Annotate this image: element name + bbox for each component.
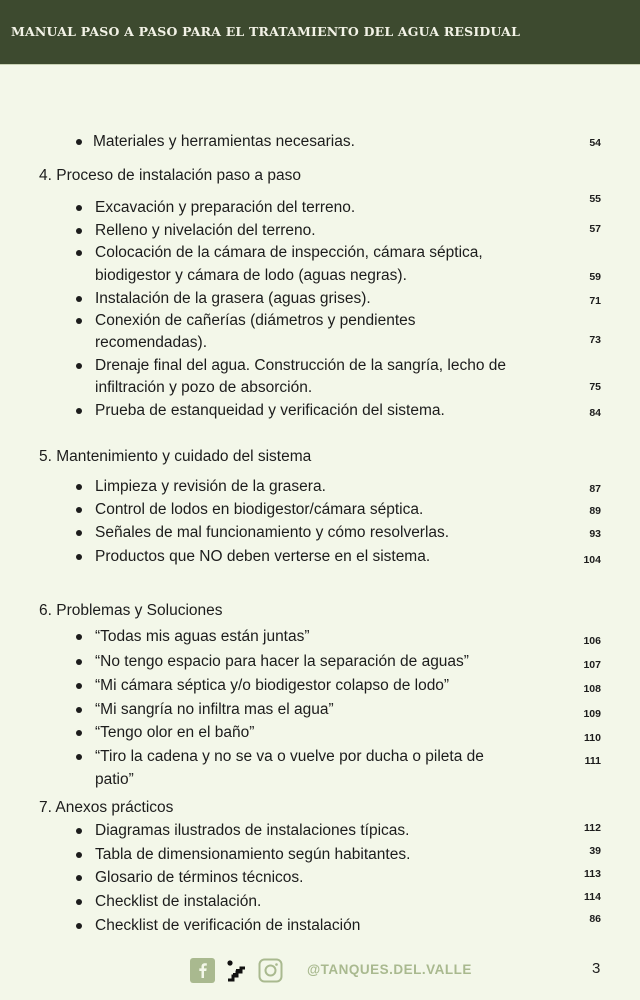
bullet-icon — [76, 659, 82, 665]
facebook-icon[interactable] — [190, 958, 215, 983]
toc-page-number: 57 — [589, 223, 601, 235]
toc-entry-text[interactable]: Instalación de la grasera (aguas grises). — [95, 290, 371, 307]
bullet-icon — [76, 923, 82, 929]
bullet-icon — [76, 554, 82, 560]
toc-entry-text[interactable]: “Todas mis aguas están juntas” — [95, 628, 310, 645]
toc-page-number: 114 — [584, 891, 601, 903]
toc-page-number: 113 — [584, 868, 601, 880]
bullet-icon — [76, 363, 82, 369]
bullet-icon — [76, 530, 82, 536]
stairs-logo-icon — [224, 958, 249, 983]
toc-entry-text[interactable]: Prueba de estanqueidad y verificación del sistema. — [95, 402, 445, 419]
toc-page-number: 93 — [589, 528, 601, 540]
toc-entry-text[interactable]: Tabla de dimensionamiento según habitantes. — [95, 846, 411, 863]
toc-entry-text[interactable]: “Tengo olor en el baño” — [95, 724, 255, 741]
toc-entry-text[interactable]: Productos que NO deben verterse en el sistema. — [95, 548, 431, 565]
bullet-icon — [76, 139, 82, 145]
toc-page-number: 104 — [583, 554, 601, 566]
toc-page-number: 109 — [583, 708, 601, 720]
bullet-icon — [76, 634, 82, 640]
toc-page-number: 84 — [589, 407, 601, 419]
toc-page-number: 75 — [589, 381, 601, 393]
bullet-icon — [76, 875, 82, 881]
toc-entry-text[interactable]: Diagramas ilustrados de instalaciones típicas. — [95, 822, 410, 839]
page-header — [0, 0, 640, 65]
toc-entry-text[interactable]: Señales de mal funcionamiento y cómo resolverlas. — [95, 524, 450, 541]
toc-page-number: 111 — [584, 755, 601, 767]
toc-page-number: 106 — [583, 635, 601, 647]
bullet-icon — [76, 296, 82, 302]
toc-page-number: 54 — [589, 137, 601, 149]
toc-entry-text[interactable]: Limpieza y revisión de la grasera. — [95, 478, 326, 495]
social-handle[interactable]: @TANQUES.DEL.VALLE — [307, 962, 472, 977]
toc-page-number: 86 — [589, 913, 601, 925]
toc-entry-text[interactable]: Colocación de la cámara de inspección, cámara séptica, — [95, 244, 483, 261]
toc-entry-text[interactable]: “Mi sangría no infiltra mas el agua” — [95, 701, 334, 718]
bullet-icon — [76, 408, 82, 414]
toc-entry-text[interactable]: biodigestor y cámara de lodo (aguas negras). — [95, 267, 407, 284]
toc-entry-text[interactable]: “No tengo espacio para hacer la separación de aguas” — [95, 653, 469, 670]
toc-page-number: 89 — [589, 505, 601, 517]
toc-entry-text[interactable]: recomendadas). — [95, 334, 208, 351]
toc-entry-text[interactable]: Checklist de instalación. — [95, 893, 262, 910]
toc-entry-text[interactable]: Glosario de términos técnicos. — [95, 869, 304, 886]
toc-page-number: 59 — [589, 271, 601, 283]
section-heading[interactable]: 4. Proceso de instalación paso a paso — [39, 167, 301, 184]
toc-entry-text[interactable]: Relleno y nivelación del terreno. — [95, 222, 316, 239]
toc-page-number: 73 — [589, 334, 601, 346]
page-number: 3 — [592, 960, 601, 977]
bullet-icon — [76, 205, 82, 211]
toc-entry-text[interactable]: “Tiro la cadena y no se va o vuelve por ducha o pileta de — [95, 748, 484, 765]
bullet-icon — [76, 507, 82, 513]
bullet-icon — [76, 318, 82, 324]
bullet-icon — [76, 228, 82, 234]
toc-page-number: 71 — [589, 295, 601, 307]
toc-entry-text[interactable]: infiltración y pozo de absorción. — [95, 379, 313, 396]
toc-entry-text[interactable]: “Mi cámara séptica y/o biodigestor colapso de lodo” — [95, 677, 450, 694]
toc-page-number: 107 — [583, 659, 601, 671]
toc-page-number: 39 — [589, 845, 601, 857]
toc-entry-text[interactable]: Conexión de cañerías (diámetros y pendientes — [95, 312, 416, 329]
bullet-icon — [76, 683, 82, 689]
toc-page-number: 87 — [589, 483, 601, 495]
bullet-icon — [76, 250, 82, 256]
section-heading[interactable]: 6. Problemas y Soluciones — [39, 602, 223, 619]
bullet-icon — [76, 484, 82, 490]
toc-page-number: 112 — [584, 822, 601, 834]
manual-title: MANUAL PASO A PASO PARA EL TRATAMIENTO DEL AGUA RESIDUAL — [11, 24, 521, 39]
bullet-icon — [76, 707, 82, 713]
toc-entry-text[interactable]: Control de lodos en biodigestor/cámara séptica. — [95, 501, 424, 518]
toc-entry-text[interactable]: Drenaje final del agua. Construcción de la sangría, lecho de — [95, 357, 507, 374]
toc-entry-text[interactable]: Checklist de verificación de instalación — [95, 917, 361, 934]
toc-entry-text[interactable]: Excavación y preparación del terreno. — [95, 199, 356, 216]
bullet-icon — [76, 730, 82, 736]
toc-page-number: 108 — [583, 683, 601, 695]
section-heading[interactable]: 7. Anexos prácticos — [39, 799, 174, 816]
bullet-icon — [76, 852, 82, 858]
bullet-icon — [76, 828, 82, 834]
toc-entry-text[interactable]: patio” — [95, 771, 134, 788]
bullet-icon — [76, 754, 82, 760]
section-heading[interactable]: 5. Mantenimiento y cuidado del sistema — [39, 448, 312, 465]
bullet-icon — [76, 899, 82, 905]
instagram-icon[interactable] — [258, 958, 283, 983]
toc-page-number: 110 — [584, 732, 601, 744]
toc-entry-text[interactable]: Materiales y herramientas necesarias. — [93, 133, 355, 150]
toc-page-number: 55 — [589, 193, 601, 205]
